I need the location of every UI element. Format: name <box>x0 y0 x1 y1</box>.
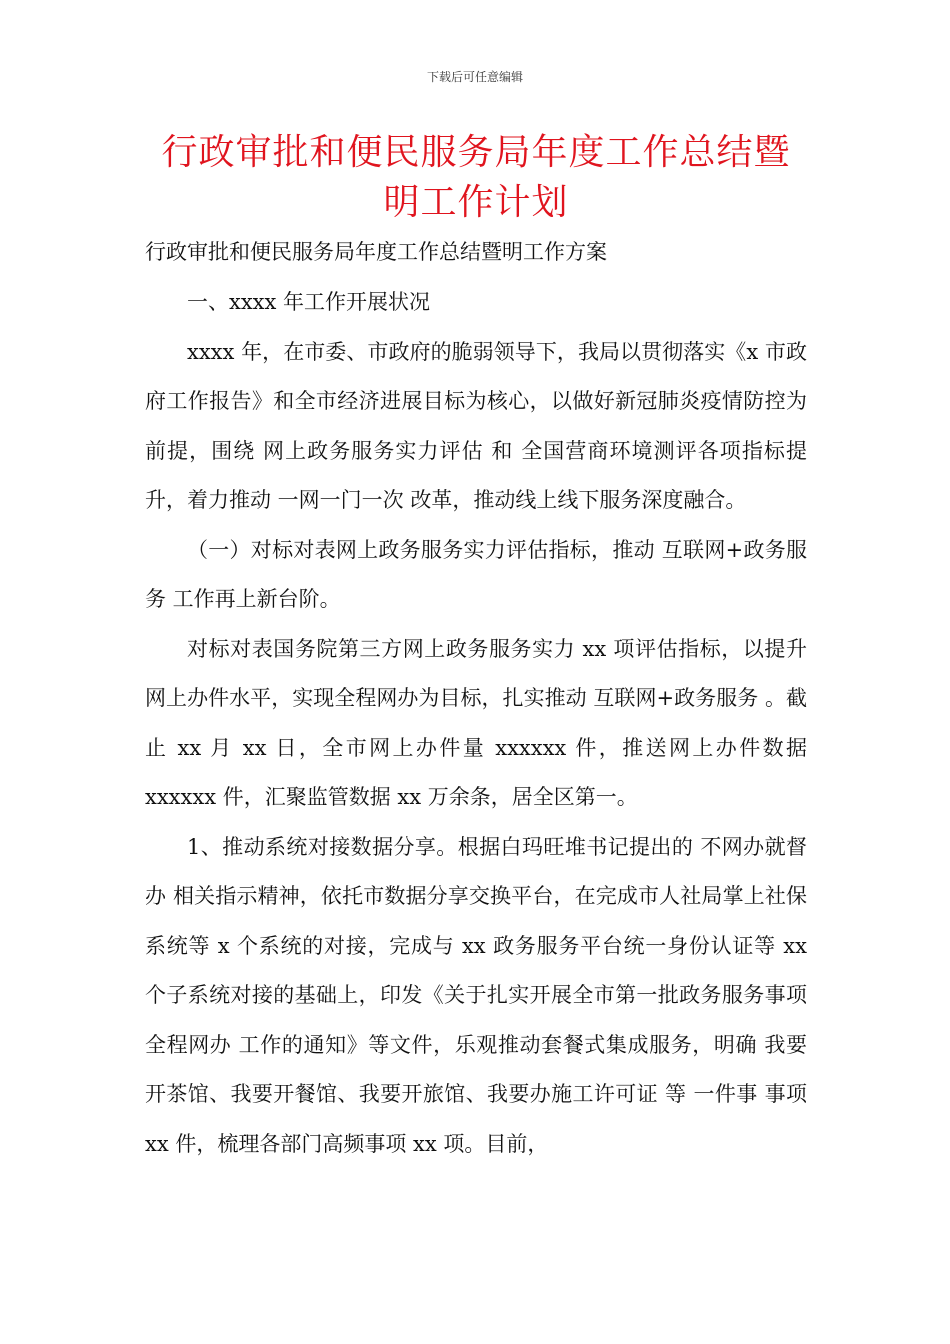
document-subtitle: 行政审批和便民服务局年度工作总结暨明工作方案 <box>145 240 607 264</box>
paragraph: xxxx 年，在市委、市政府的脆弱领导下，我局以贯彻落实《x 市政府工作报告》和全市经济进展目标为核心，以做好新冠肺炎疫情防控为前提，围绕 网上政务服务实力评估 和 全国营商环境测评各项指标提升，着力推动 一网一门一次 改革，推动线上线下服务深度融合。 <box>145 339 807 512</box>
document-title: 行政审批和便民服务局年度工作总结暨明工作计划 <box>161 132 791 223</box>
page-header-note: 下载后可任意编辑 <box>426 70 523 84</box>
document-body <box>145 278 807 1169</box>
section-heading: 一、xxxx 年工作开展状况 <box>187 290 431 314</box>
paragraph: 对标对表国务院第三方网上政务服务实力 xx 项评估指标，以提升网上办件水平，实现全程网办为目标，扎实推动 互联网+政务服务 。截止 xx 月 xx 日，全市网上办件量 xxxxxx 件，推送网上办件数据 xxxxxx 件，汇聚监管数据 xx 万余条，居全区第一。 <box>145 636 807 809</box>
paragraph: 1、推动系统对接数据分享。根据白玛旺堆书记提出的 不网办就督办 相关指示精神，依托市数据分享交换平台，在完成市人社局掌上社保系统等 x 个系统的对接，完成与 xx 政务服务平台统一身份认证等 xx 个子系统对接的基础上，印发《关于扎实开展全市第一批政务服务事项 全程网办 工作的通知》等文件，乐观推动套餐式集成服务，明确 我要开茶馆、我要开餐馆、我要开旅馆、我要办施工许可证 等 一件事 事项 xx 件，梳理各部门高频事项 xx 项。目前， <box>145 834 807 1156</box>
subsection-heading: （一）对标对表网上政务服务实力评估指标，推动 互联网+政务服务 工作再上新台阶。 <box>145 537 807 611</box>
